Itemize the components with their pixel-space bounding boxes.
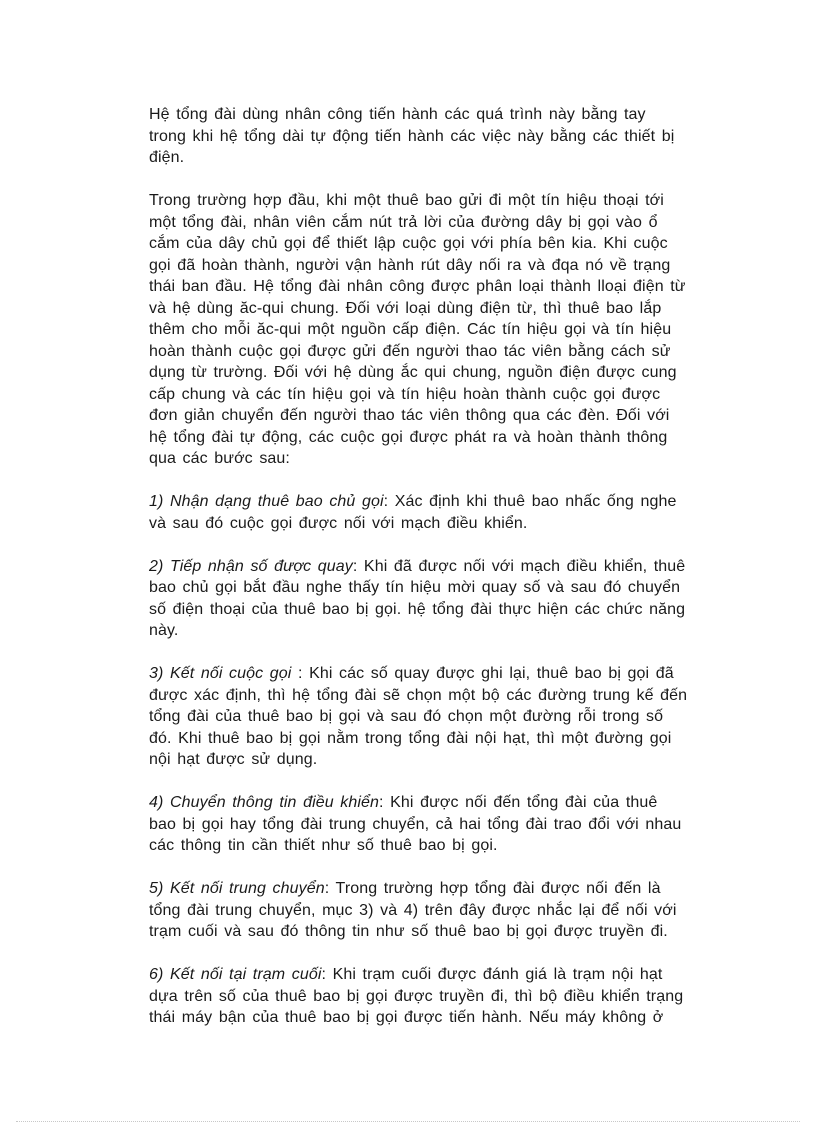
text-line: thái máy bận của thuê bao bị gọi được tiến hành. Nếu máy không ở (149, 1009, 664, 1026)
text-line: và sau đó cuộc gọi được nối với mạch điều khiển. (149, 514, 528, 532)
step-title: 2) Tiếp nhận số được quay (149, 557, 353, 575)
step-text: : Khi đã được nối với mạch điều khiển, thuê (352, 557, 686, 575)
text-line: hệ tổng đài tự động, các cuộc gọi được phát ra và hoàn thành thông (149, 428, 668, 446)
text-line: thêm cho mỗi ăc-qui một nguồn cấp điện. Các tín hiệu gọi và tín hiệu (149, 321, 672, 338)
paragraph-manual-exchange (149, 190, 709, 470)
paragraph-intro (149, 104, 709, 169)
text-line: điện. (149, 149, 185, 166)
step-title: 1) Nhận dạng thuê bao chủ gọi (149, 493, 384, 510)
step-title: 5) Kết nối trung chuyển (149, 880, 325, 897)
text-line: và hệ dùng ăc-qui chung. Đối với loại dùng điện từ, thì thuê bao lắp (149, 299, 662, 317)
text-line (149, 964, 709, 986)
text-line: cắm của dây chủ gọi để thiết lập cuộc gọi với phía bên kia. Khi cuộc (149, 235, 668, 252)
text-line: đó. Khi thuê bao bị gọi nằm trong tổng đài nội hạt, thì một đường gọi (149, 729, 672, 747)
text-line: tổng đài của thuê bao bị gọi và sau đó chọn một đường rỗi trong số (149, 708, 664, 725)
text-line: bao bị gọi hay tổng đài trung chuyển, cả hai tổng đài trao đổi với nhau (149, 815, 682, 833)
text-line: này. (149, 622, 179, 639)
step-title: 6) Kết nối tại trạm cuối (149, 966, 322, 983)
text-line (149, 878, 709, 900)
text-line (149, 491, 709, 513)
text-line: gọi đã hoàn thành, người vận hành rút dây nối ra và đqa nó về trạng (149, 256, 671, 274)
text-line: thái ban đầu. Hệ tổng đài nhân công được phân loại thành lloại điện từ (149, 278, 686, 295)
step-text: : Xác định khi thuê bao nhấc ống nghe (383, 493, 677, 510)
text-line: hoàn thành cuộc gọi được gửi đến người thao tác viên bằng cách sử (149, 342, 671, 360)
step-text: : Khi các số quay được ghi lại, thuê bao bị gọi đã (291, 665, 674, 682)
text-line: nội hạt được sử dụng. (149, 751, 318, 768)
text-line: cấp chung và các tín hiệu gọi và tín hiệu hoàn thành cuộc gọi được (149, 385, 661, 403)
text-line: đơn giản chuyển đến người thao tác viên thông qua các đèn. Đối với (149, 407, 670, 424)
step-title: 3) Kết nối cuộc gọi (149, 665, 292, 682)
text-line (149, 792, 709, 814)
text-line: Hệ tổng đài dùng nhân công tiến hành các quá trình này bằng tay (149, 106, 646, 123)
step-4 (149, 792, 709, 857)
text-line: bao chủ gọi bắt đầu nghe thấy tín hiệu mời quay số và sau đó chuyển (149, 579, 681, 596)
text-line: Trong trường hợp đầu, khi một thuê bao gửi đi một tín hiệu thoại tới (149, 192, 664, 209)
step-title: 4) Chuyển thông tin điều khiển (149, 794, 380, 811)
step-5 (149, 878, 709, 943)
text-line: trong khi hệ tổng dài tự động tiến hành các việc này bằng các thiết bị (149, 127, 675, 145)
step-text: : Khi trạm cuối được đánh giá là trạm nội hạt (321, 966, 663, 983)
page-boundary-divider (16, 1121, 800, 1122)
step-text: : Trong trường hợp tổng đài được nối đến là (324, 880, 661, 897)
text-line: một tổng đài, nhân viên cắm nút trả lời của đường dây bị gọi vào ổ (149, 213, 658, 231)
text-line: trạm cuối và sau đó thông tin như số thuê bao bị gọi được truyền đi. (149, 923, 668, 940)
text-line (149, 663, 709, 685)
text-line: các thông tin cần thiết như số thuê bao bị gọi. (149, 837, 498, 854)
step-3 (149, 663, 709, 771)
step-6 (149, 964, 709, 1029)
document-page (149, 104, 709, 1050)
text-line (149, 556, 709, 578)
text-line: được xác định, thì hệ tổng đài sẽ chọn một bộ các đường trung kế đến (149, 686, 688, 704)
step-1 (149, 491, 709, 534)
step-2 (149, 556, 709, 642)
text-line: dụng từ trường. Đối với hệ dùng ắc qui chung, nguồn điện được cung (149, 364, 677, 381)
text-line: số điện thoại của thuê bao bị gọi. hệ tổng đài thực hiện các chức năng (149, 600, 686, 618)
step-text: : Khi được nối đến tổng đài của thuê (379, 794, 658, 811)
text-line: dựa trên số của thuê bao bị gọi được truyền đi, thì bộ điều khiển trạng (149, 987, 684, 1005)
text-line: qua các bước sau: (149, 450, 290, 467)
text-line: tổng đài trung chuyển, mục 3) và 4) trên đây được nhắc lại để nối với (149, 901, 677, 919)
